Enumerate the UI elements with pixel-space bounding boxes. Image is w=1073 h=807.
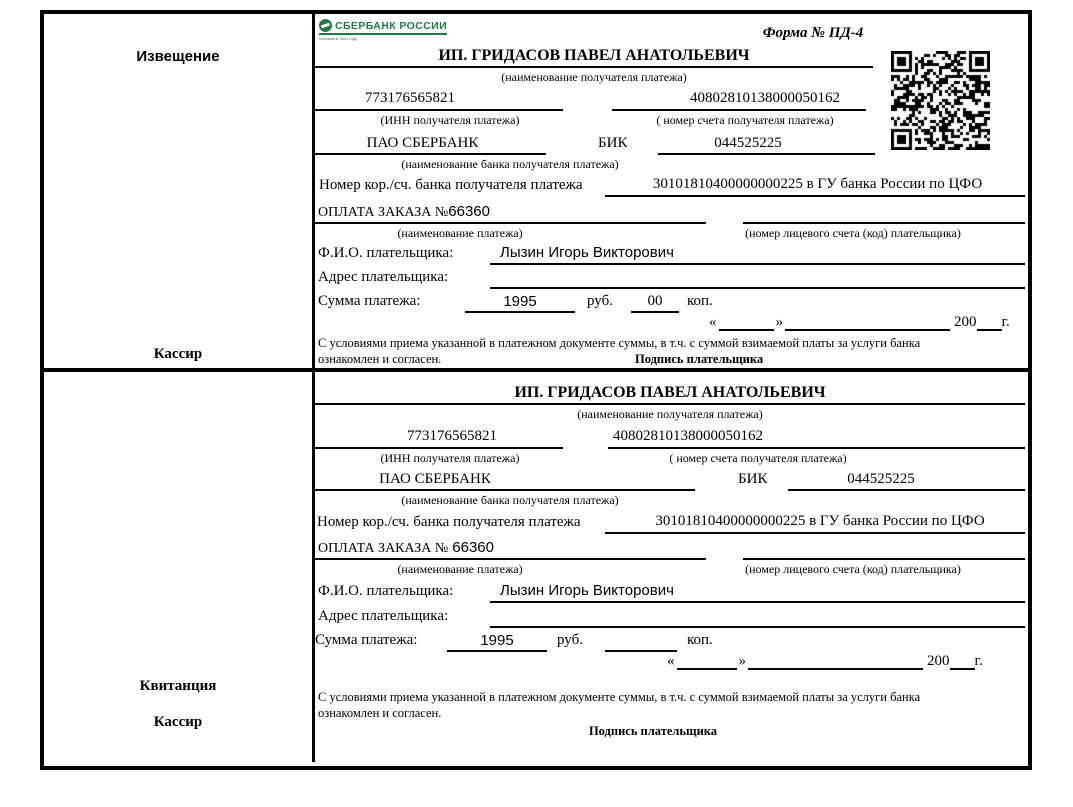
sberbank-logo-icon xyxy=(319,19,332,32)
sum-value: 1995 xyxy=(447,632,547,652)
field-line xyxy=(490,263,1025,265)
field-line xyxy=(315,403,1025,405)
field-line xyxy=(490,626,1025,628)
kop-value xyxy=(605,632,677,652)
field-line xyxy=(788,489,1025,491)
stub-label-cashier: Кассир xyxy=(153,714,203,730)
payer-address-label: Адрес плательщика: xyxy=(318,269,449,285)
stub-label-cashier: Кассир xyxy=(153,346,203,362)
stub-label-notice: Извещение xyxy=(136,48,220,65)
bank-name-value: ПАО СБЕРБАНК xyxy=(379,471,491,487)
date-year-line xyxy=(977,317,1002,331)
kop-value: 00 xyxy=(631,293,679,313)
year-suffix: г. xyxy=(1001,314,1010,330)
bik-value: 044525225 xyxy=(714,135,782,151)
payer-address-label: Адрес плательщика: xyxy=(318,608,449,624)
notice-stub xyxy=(44,14,315,368)
caption-personal-account: (номер лицевого счета (код) плательщика) xyxy=(745,562,961,576)
date-day-line xyxy=(719,317,774,331)
receipt-stub xyxy=(44,372,315,762)
corr-account-label: Номер кор./сч. банка получателя платежа xyxy=(317,514,581,530)
kop-label: коп. xyxy=(687,632,713,648)
account-value: 40802810138000050162 xyxy=(613,428,763,444)
date-month-line xyxy=(785,317,950,331)
year-suffix: г. xyxy=(974,653,983,669)
section-notice xyxy=(44,14,1028,372)
caption-recipient: (наименование получателя платежа) xyxy=(501,70,687,84)
inn-value: 773176565821 xyxy=(365,90,455,106)
bik-value: 044525225 xyxy=(847,471,915,487)
section-receipt xyxy=(44,372,1028,762)
payer-name-label: Ф.И.О. плательщика: xyxy=(318,245,454,261)
field-line xyxy=(743,222,1025,224)
bank-logo-text: СБЕРБАНК РОССИИ xyxy=(335,19,448,32)
kop-label: коп. xyxy=(687,293,713,309)
recipient-name: ИП. ГРИДАСОВ ПАВЕЛ АНАТОЛЬЕВИЧ xyxy=(438,47,750,64)
agreement-line1: С условиями приема указанной в платежном документе суммы, в т.ч. с суммой взимаемой платы за услуги банка xyxy=(318,336,921,350)
date-year-line xyxy=(950,656,975,670)
date-line xyxy=(707,314,1010,331)
agreement-line1: С условиями приема указанной в платежном документе суммы, в т.ч. с суммой взимаемой платы за услуги банка xyxy=(318,690,921,704)
open-quote: « xyxy=(667,653,675,669)
caption-payment: (наименование платежа) xyxy=(397,226,523,240)
bank-name-value: ПАО СБЕРБАНК xyxy=(366,135,479,151)
rub-label: руб. xyxy=(557,632,583,648)
open-quote: « xyxy=(709,314,717,330)
caption-inn: (ИНН получателя платежа) xyxy=(380,113,520,127)
inn-value: 773176565821 xyxy=(407,428,497,444)
rub-label: руб. xyxy=(587,293,613,309)
field-line xyxy=(490,601,1025,603)
corr-account-value: 30101810400000000225 в ГУ банка России по ЦФО xyxy=(652,176,983,192)
corr-account-label: Номер кор./сч. банка получателя платежа xyxy=(319,177,583,193)
payer-name-label: Ф.И.О. плательщика: xyxy=(318,583,454,599)
field-line xyxy=(315,222,706,224)
agreement-line2: ознакомлен и согласен. xyxy=(318,706,442,720)
payment-purpose-label: ОПЛАТА ЗАКАЗА № xyxy=(318,541,449,556)
bik-label: БИК xyxy=(738,471,768,487)
year-prefix: 200 xyxy=(927,653,950,669)
sum-label: Сумма платежа: xyxy=(318,293,421,309)
close-quote: » xyxy=(775,314,783,330)
caption-payment: (наименование платежа) xyxy=(397,562,523,576)
signature-label: Подпись плательщика xyxy=(588,724,718,738)
form-number-label: Форма № ПД-4 xyxy=(762,25,864,41)
caption-bank: (наименование банка получателя платежа) xyxy=(401,157,619,171)
agreement-line2: ознакомлен и согласен. xyxy=(318,352,442,366)
date-line xyxy=(665,653,983,670)
caption-account: ( номер счета получателя платежа) xyxy=(656,113,834,127)
caption-bank: (наименование банка получателя платежа) xyxy=(401,493,619,507)
date-month-line xyxy=(748,656,923,670)
bank-logo-subtext: Основан в 1841 году xyxy=(319,36,358,41)
field-line xyxy=(315,489,695,491)
field-line xyxy=(490,287,1025,289)
signature-label: Подпись плательщика xyxy=(635,352,764,366)
recipient-name: ИП. ГРИДАСОВ ПАВЕЛ АНАТОЛЬЕВИЧ xyxy=(514,384,826,401)
caption-personal-account: (номер лицевого счета (код) плательщика) xyxy=(745,226,961,240)
payment-purpose xyxy=(318,539,494,557)
field-line xyxy=(658,153,875,155)
bik-label: БИК xyxy=(598,135,628,151)
close-quote: » xyxy=(738,653,746,669)
field-line xyxy=(605,532,1025,534)
payer-name-value: Лызин Игорь Викторович xyxy=(500,244,674,261)
payment-form-pd4 xyxy=(40,10,1032,770)
date-day-line xyxy=(677,656,737,670)
caption-recipient: (наименование получателя платежа) xyxy=(577,407,763,421)
payment-purpose-label: ОПЛАТА ЗАКАЗА № xyxy=(318,205,449,220)
field-line xyxy=(315,66,873,68)
field-line xyxy=(315,558,706,560)
field-line xyxy=(315,109,563,111)
payment-purpose xyxy=(318,203,490,221)
field-line xyxy=(743,558,1025,560)
corr-account-value: 30101810400000000225 в ГУ банка России по ЦФО xyxy=(655,513,985,529)
sum-value: 1995 xyxy=(465,293,575,313)
field-line xyxy=(315,153,546,155)
notice-form xyxy=(315,14,1028,368)
stub-label-receipt: Квитанция xyxy=(139,678,217,694)
field-line xyxy=(612,109,866,111)
bank-logo xyxy=(319,19,447,41)
receipt-form xyxy=(315,372,1028,762)
order-number: 66360 xyxy=(452,539,494,556)
sum-label: Сумма платежа: xyxy=(315,632,418,648)
year-prefix: 200 xyxy=(954,314,977,330)
caption-inn: (ИНН получателя платежа) xyxy=(380,451,520,465)
field-line xyxy=(605,195,1025,197)
field-line xyxy=(315,447,563,449)
payer-name-value: Лызин Игорь Викторович xyxy=(500,582,674,599)
field-line xyxy=(608,447,1025,449)
account-value: 40802810138000050162 xyxy=(690,90,840,106)
order-number: 66360 xyxy=(448,203,490,220)
caption-account: ( номер счета получателя платежа) xyxy=(669,451,847,465)
